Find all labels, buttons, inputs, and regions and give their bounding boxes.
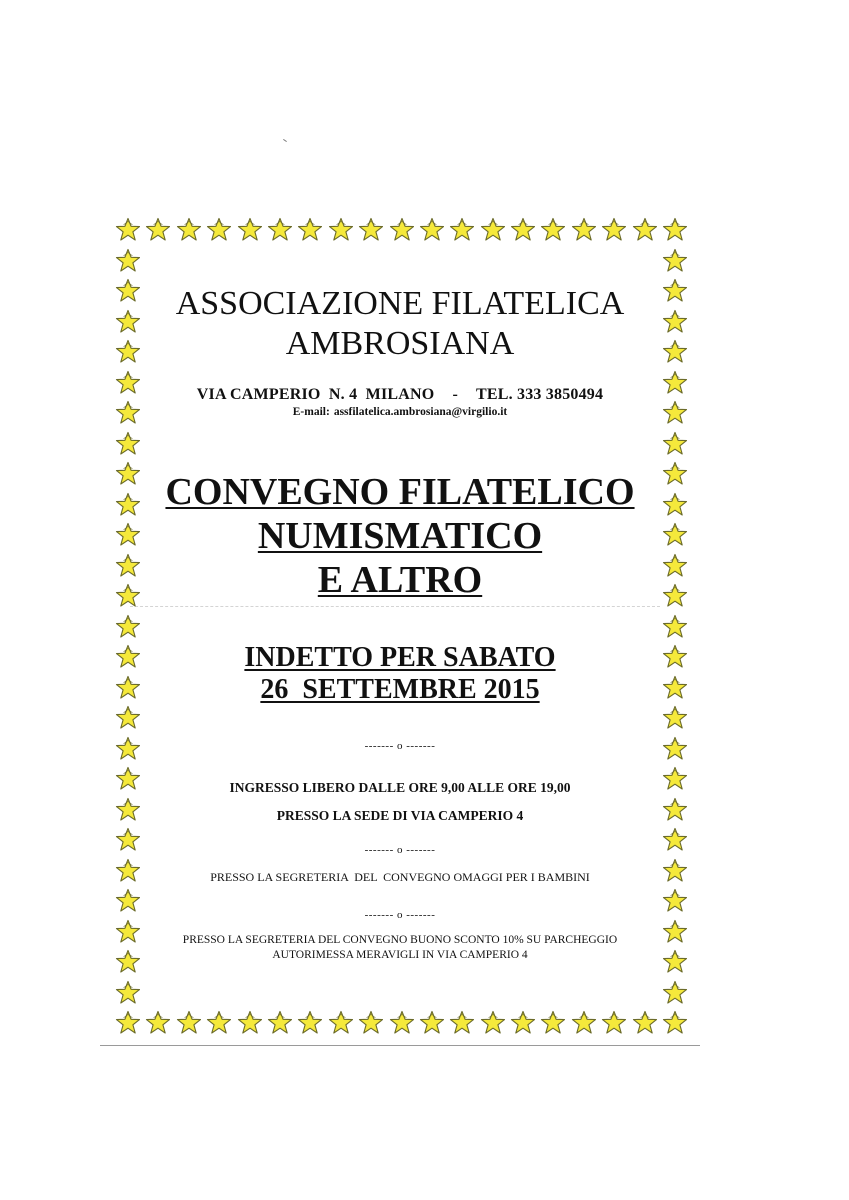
star-icon — [662, 461, 688, 487]
star-icon — [662, 858, 688, 884]
address: VIA CAMPERIO N. 4 MILANO — [196, 386, 435, 403]
email-label: E-mail: — [292, 406, 330, 418]
star-icon — [115, 461, 141, 487]
star-icon — [662, 278, 688, 304]
entry-hours: INGRESSO LIBERO DALLE ORE 9,00 ALLE ORE 19,00 — [229, 780, 571, 795]
star-icon — [267, 1010, 293, 1036]
star-icon — [115, 858, 141, 884]
star-icon — [115, 1010, 141, 1036]
email-address: assfilatelica.ambrosiana@virgilio.it — [333, 406, 508, 418]
star-icon — [662, 766, 688, 792]
star-icon — [662, 553, 688, 579]
star-icon — [662, 522, 688, 548]
star-icon — [328, 217, 354, 243]
star-icon — [662, 339, 688, 365]
star-icon — [662, 614, 688, 640]
separator-2: ------- o ------- — [364, 844, 436, 856]
star-icon — [115, 583, 141, 609]
star-icon — [267, 217, 293, 243]
star-icon — [176, 1010, 202, 1036]
star-icon — [662, 248, 688, 274]
star-icon — [662, 400, 688, 426]
star-icon — [115, 827, 141, 853]
star-icon — [571, 1010, 597, 1036]
star-icon — [115, 949, 141, 975]
star-icon — [115, 553, 141, 579]
star-icon — [237, 217, 263, 243]
event-date-line1: INDETTO PER SABATO — [244, 642, 556, 673]
star-icon — [662, 675, 688, 701]
star-icon — [115, 400, 141, 426]
star-icon — [115, 431, 141, 457]
star-icon — [115, 644, 141, 670]
star-icon — [510, 217, 536, 243]
star-icon — [662, 309, 688, 335]
star-icon — [297, 1010, 323, 1036]
separator-3: ------- o ------- — [364, 909, 436, 921]
star-icon — [358, 217, 384, 243]
parking-line2: AUTORIMESSA MERAVIGLI IN VIA CAMPERIO 4 — [272, 949, 528, 961]
star-icon — [115, 888, 141, 914]
star-icon — [206, 217, 232, 243]
star-icon — [145, 217, 171, 243]
star-icon — [115, 217, 141, 243]
star-icon — [662, 827, 688, 853]
star-icon — [115, 248, 141, 274]
star-icon — [115, 309, 141, 335]
star-icon — [480, 1010, 506, 1036]
gifts-note: PRESSO LA SEGRETERIA DEL CONVEGNO OMAGGI PER I BAMBINI — [210, 870, 590, 884]
org-name-line2: AMBROSIANA — [285, 325, 515, 362]
star-icon — [510, 1010, 536, 1036]
event-title-line2: NUMISMATICO — [257, 515, 543, 557]
star-icon — [115, 919, 141, 945]
event-title-line3: E ALTRO — [317, 559, 483, 601]
org-name-line1: ASSOCIAZIONE FILATELICA — [175, 285, 625, 322]
star-icon — [389, 217, 415, 243]
star-icon — [632, 1010, 658, 1036]
parking-line1: PRESSO LA SEGRETERIA DEL CONVEGNO BUONO SCONTO 10% SU PARCHEGGIO — [182, 934, 618, 946]
star-icon — [662, 705, 688, 731]
star-icon — [419, 217, 445, 243]
star-icon — [540, 217, 566, 243]
star-icon — [389, 1010, 415, 1036]
star-icon — [206, 1010, 232, 1036]
star-icon — [115, 675, 141, 701]
parking-note — [150, 933, 650, 963]
star-icon — [662, 644, 688, 670]
star-icon — [662, 919, 688, 945]
star-icon — [662, 1010, 688, 1036]
separator-1: ------- o ------- — [364, 740, 436, 752]
star-icon — [662, 736, 688, 762]
star-icon — [115, 736, 141, 762]
star-icon — [237, 1010, 263, 1036]
star-icon — [115, 339, 141, 365]
star-icon — [662, 370, 688, 396]
star-icon — [662, 888, 688, 914]
event-date-line2: 26 SETTEMBRE 2015 — [260, 674, 540, 705]
star-icon — [449, 217, 475, 243]
event-title-line1: CONVEGNO FILATELICO — [165, 471, 635, 513]
star-icon — [115, 522, 141, 548]
star-icon — [601, 1010, 627, 1036]
star-icon — [662, 980, 688, 1006]
star-icon — [662, 797, 688, 823]
star-icon — [662, 583, 688, 609]
star-icon — [297, 217, 323, 243]
star-icon — [115, 278, 141, 304]
star-icon — [662, 217, 688, 243]
star-icon — [328, 1010, 354, 1036]
venue: PRESSO LA SEDE DI VIA CAMPERIO 4 — [276, 808, 524, 823]
star-icon — [115, 492, 141, 518]
email-line — [150, 406, 650, 418]
star-icon — [176, 217, 202, 243]
star-icon — [571, 217, 597, 243]
flyer-content — [150, 280, 650, 963]
star-icon — [115, 797, 141, 823]
star-icon — [449, 1010, 475, 1036]
address-separator: - — [452, 386, 458, 403]
star-icon — [419, 1010, 445, 1036]
event-date — [150, 642, 650, 706]
star-icon — [662, 431, 688, 457]
contact-line — [150, 386, 650, 404]
event-title — [150, 470, 650, 602]
star-icon — [662, 492, 688, 518]
star-icon — [540, 1010, 566, 1036]
star-icon — [115, 370, 141, 396]
star-icon — [480, 217, 506, 243]
scan-speck — [283, 139, 287, 142]
star-icon — [115, 766, 141, 792]
star-icon — [358, 1010, 384, 1036]
star-icon — [662, 949, 688, 975]
star-icon — [145, 1010, 171, 1036]
star-icon — [115, 614, 141, 640]
star-icon — [632, 217, 658, 243]
star-icon — [601, 217, 627, 243]
star-icon — [115, 705, 141, 731]
star-icon — [115, 980, 141, 1006]
phone: TEL. 333 3850494 — [475, 386, 604, 403]
